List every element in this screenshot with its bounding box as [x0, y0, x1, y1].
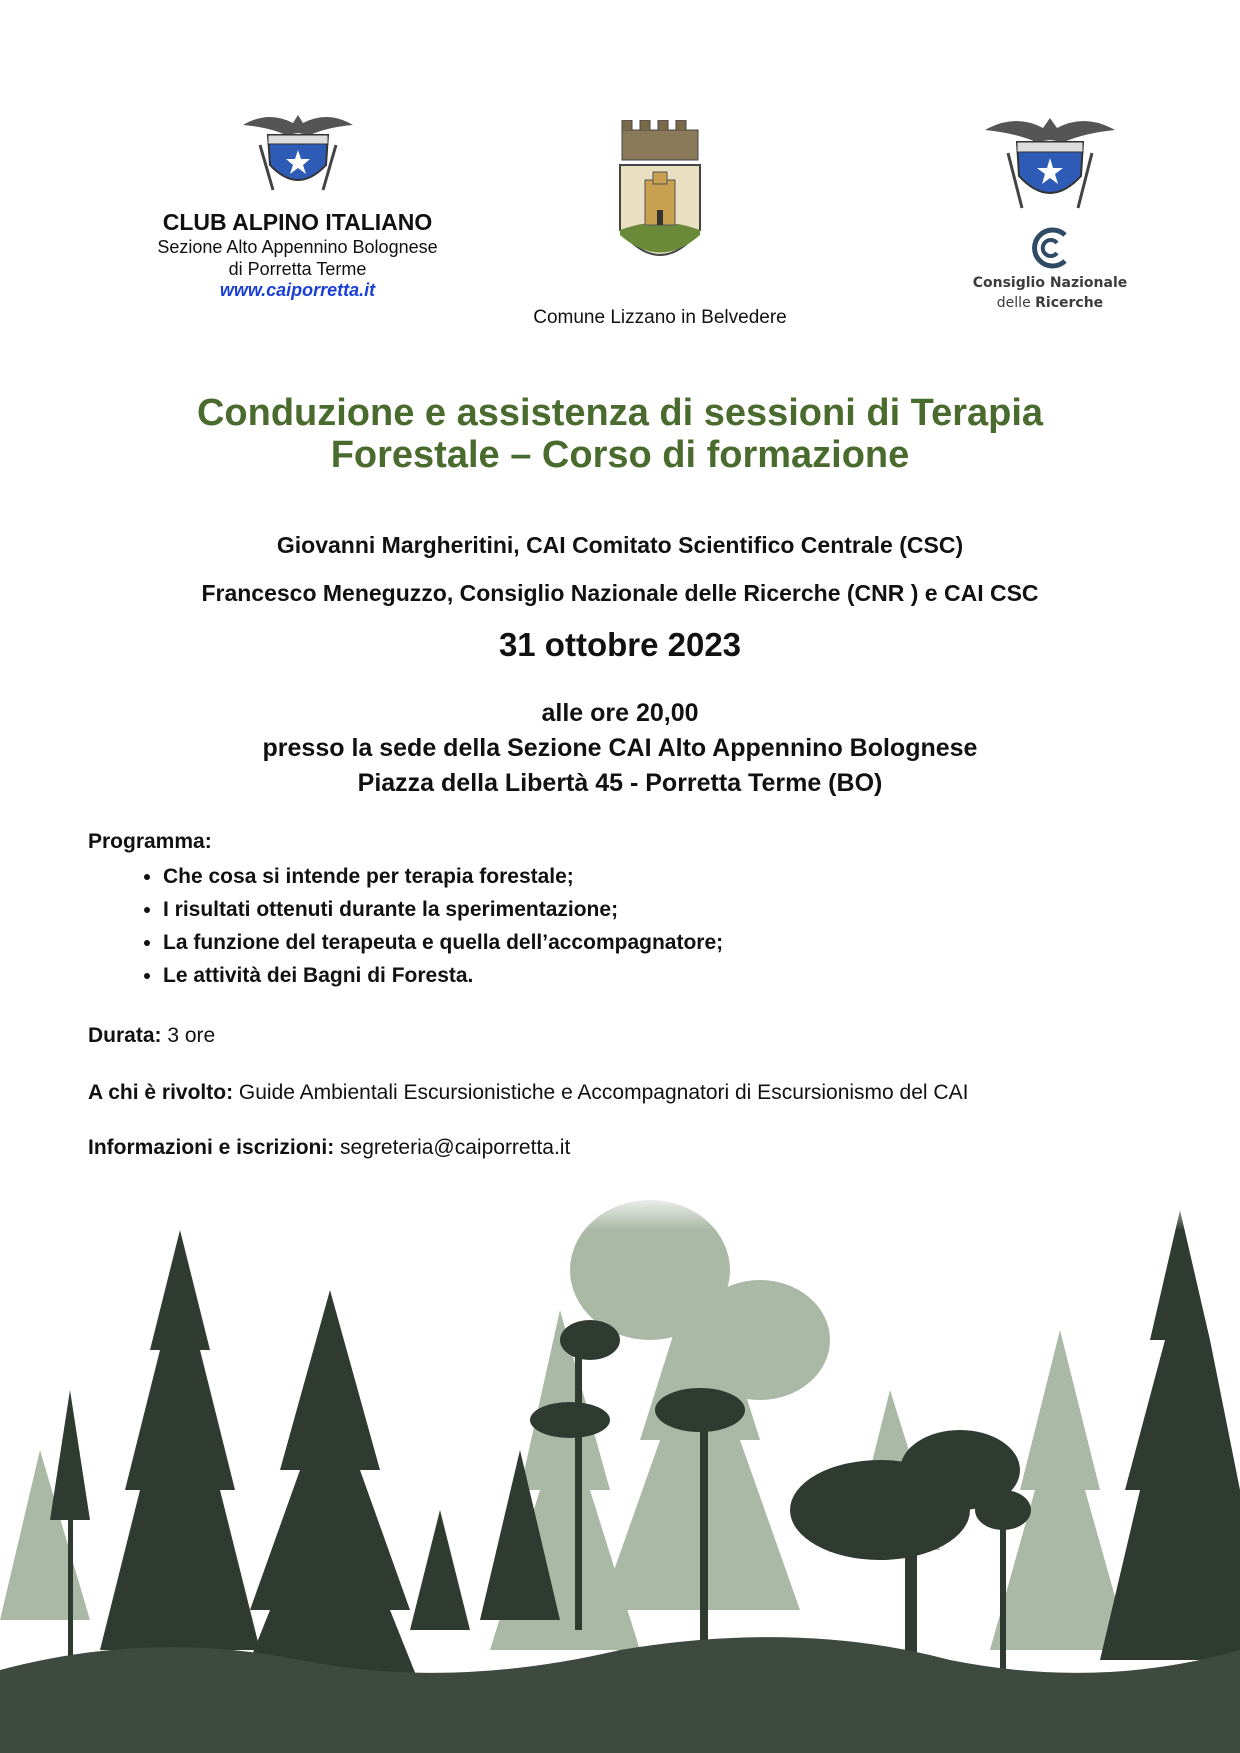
duration-label: Durata: [88, 1024, 162, 1047]
speaker-1: Giovanni Margheritini, CAI Comitato Scientifico Centrale (CSC) [276, 532, 964, 558]
contact-label: Informazioni e iscrizioni: [88, 1136, 335, 1159]
contact-email[interactable]: segreteria@caiporretta.it [334, 1136, 571, 1159]
audience-label: A chi è rivolto: [88, 1081, 234, 1104]
program-item: • Che cosa si intende per terapia forestale; [163, 860, 1148, 893]
event-date: 31 ottobre 2023 [498, 626, 742, 663]
cnr-label-line2-a: delle [996, 295, 1036, 311]
cai-website-link[interactable]: www.caiporretta.it [219, 280, 376, 300]
forest-illustration [0, 1190, 1240, 1753]
event-venue: presso la sede della Sezione CAI Alto Appennino Bolognese [262, 734, 978, 762]
page-title-line2: Forestale – Corso di formazione [330, 434, 910, 476]
cai-section-town: di Porretta Terme [228, 259, 367, 279]
program-label: Programma: [88, 830, 212, 853]
cnr-header-block [960, 108, 1140, 313]
cai-title: CLUB ALPINO ITALIANO [162, 209, 433, 235]
cnr-label [960, 273, 1140, 313]
ground [0, 1637, 1240, 1753]
contact-row [88, 1136, 1168, 1160]
event-time: alle ore 20,00 [541, 699, 699, 727]
speaker-2: Francesco Meneguzzo, Consiglio Nazionale delle Ricerche (CNR ) e CAI CSC [201, 580, 1039, 606]
audience-row [88, 1081, 1168, 1105]
duration-row [88, 1024, 1168, 1048]
audience-value: Guide Ambientali Escursionistiche e Accompagnatori di Escursionismo del CAI [233, 1081, 969, 1104]
comune-label: Comune Lizzano in Belvedere [533, 307, 787, 328]
program-item: • La funzione del terapeuta e quella dell’accompagnatore; [163, 926, 1148, 959]
comune-coat-of-arms-icon [610, 120, 710, 280]
page-title [120, 392, 1120, 476]
event-location-block [120, 696, 1120, 801]
cnr-label-line1: Consiglio Nazionale [972, 275, 1128, 291]
cnr-logo-icon [1025, 223, 1075, 273]
event-address: Piazza della Libertà 45 - Porretta Terme (BO) [357, 769, 883, 797]
program-item: • I risultati ottenuti durante la sperimentazione; [163, 893, 1148, 926]
cai-eagle-logo-icon [980, 108, 1120, 218]
comune-header-block [490, 120, 830, 329]
cai-header-block [120, 105, 475, 301]
page-title-line1: Conduzione e assistenza di sessioni di Terapia [196, 392, 1044, 434]
program-section [88, 830, 1148, 992]
program-list [88, 860, 1148, 992]
cai-eagle-logo-icon [238, 105, 358, 200]
duration-value: 3 ore [161, 1024, 216, 1047]
cnr-label-line2 [960, 293, 1140, 313]
cai-section-name: Sezione Alto Appennino Bolognese [157, 237, 438, 257]
program-item: • Le attività dei Bagni di Foresta. [163, 959, 1148, 992]
cnr-label-line2-b: Ricerche [1035, 295, 1104, 311]
